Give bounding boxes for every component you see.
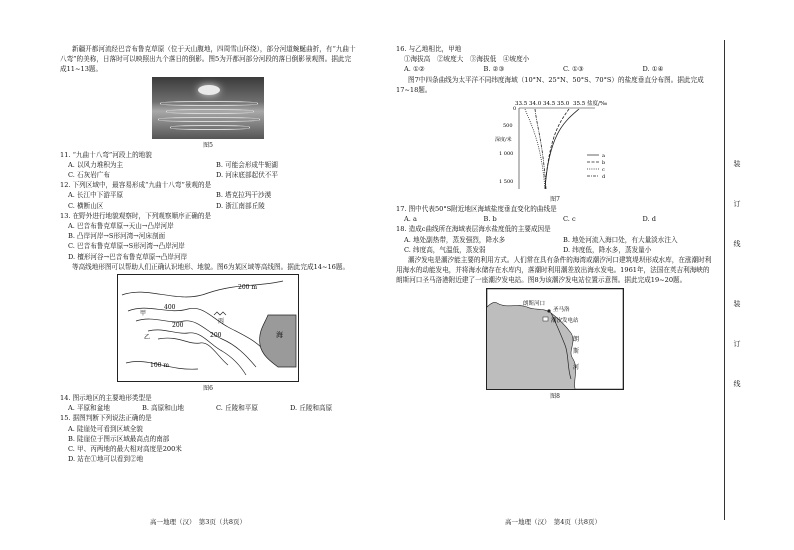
option-b[interactable]: B. 高原和山地 bbox=[142, 404, 185, 413]
option-c[interactable]: C. 巴音布鲁克草原→S形河湾→凸岸河岸 bbox=[68, 242, 185, 251]
sea-label: 海 bbox=[276, 331, 283, 340]
binding-char: 订 bbox=[733, 340, 741, 348]
option-a[interactable]: A. a bbox=[404, 215, 417, 224]
passage-intro-19-20: 潮汐发电是潮汐能主要的利用方式。人们常在具有条件的海湾或潮汐河口建筑堤坝形成水库，在涨潮时利用海水的动能发电，并将海水储存在水库内，落潮时利用潮差放出海水发电。1961年，法国在英吉利海峡的朗斯河口圣马洛港附近建了一座潮汐发电站。图8为该潮汐发电站位置示意图。据此完成19~20题。 bbox=[396, 256, 712, 285]
option-b[interactable]: B. 陡崖位于图示区域最高点的南部 bbox=[68, 434, 170, 443]
location-map-svg bbox=[487, 289, 623, 389]
option-d[interactable]: D. 站在①地可以看到②地 bbox=[68, 455, 144, 464]
question-12-options bbox=[60, 190, 356, 210]
contour-label: 200 bbox=[172, 322, 184, 330]
option-d[interactable]: D. 河床底部起伏不平 bbox=[216, 171, 278, 180]
river-label: 朗 bbox=[573, 335, 580, 343]
question-13-stem: 13. 在野外进行地貌观察时，下列观察顺序正确的是 bbox=[60, 211, 212, 220]
binding-char: 线 bbox=[733, 380, 741, 388]
x-tick: 35.0 bbox=[557, 101, 570, 108]
contour-map-svg bbox=[118, 275, 298, 381]
river-meander bbox=[158, 117, 260, 122]
y-tick: 500 bbox=[503, 123, 513, 130]
station-marker bbox=[543, 317, 548, 321]
option-b[interactable]: B. 塔克拉玛干沙漠 bbox=[216, 191, 272, 200]
binding-char: 订 bbox=[733, 200, 741, 208]
binding-line bbox=[724, 40, 725, 520]
option-c[interactable]: C. 横断山区 bbox=[68, 201, 104, 210]
y-tick: 1 000 bbox=[499, 151, 514, 158]
river-label: 斯 bbox=[573, 347, 580, 355]
option-d[interactable]: D. ①④ bbox=[642, 65, 664, 74]
question-18-options bbox=[396, 235, 714, 255]
option-a[interactable]: A. 以风力堆积为主 bbox=[68, 160, 124, 169]
x-tick: 34.5 bbox=[543, 101, 556, 108]
passage-intro-17-18: 图7中四条曲线为太平洋不同纬度海域（10°N、25°N、50°S、70°S）的盐度垂直分布图。据此完成17~18题。 bbox=[396, 75, 704, 94]
contour-label: 100 m bbox=[150, 362, 170, 370]
figure-6-contour-map bbox=[117, 274, 299, 382]
contour-label: 200 m bbox=[238, 284, 258, 292]
figure-6-caption: 图6 bbox=[203, 385, 213, 393]
curve-b bbox=[545, 109, 569, 189]
question-16-choices: ①海拔高 ②坡度大 ③海拔低 ④坡度小 bbox=[404, 55, 530, 64]
point-bing-label: 丙 bbox=[218, 318, 225, 326]
question-15-stem: 15. 据图判断下列说法正确的是 bbox=[60, 414, 152, 423]
salinity-chart-svg bbox=[495, 97, 615, 193]
question-17-options bbox=[396, 214, 714, 224]
figure-8-caption: 图8 bbox=[550, 392, 560, 400]
passage-intro-14-16: 等高线地形图可以帮助人们正确认识地形、地貌。图6为某区域等高线图。据此完成14~16题。 bbox=[72, 262, 350, 271]
question-11-stem: 11. “九曲十八弯”河段上的地貌 bbox=[60, 150, 152, 159]
station-label: 潮汐发电站 bbox=[551, 317, 579, 324]
question-17-stem: 17. 图中代表50°S附近地区海域盐度垂直变化的曲线是 bbox=[396, 205, 557, 214]
option-d[interactable]: D. 檀形河谷→巴音布鲁克草原→凸岸河岸 bbox=[68, 252, 188, 261]
option-d[interactable]: D. 浙江南部丘陵 bbox=[216, 201, 265, 210]
option-d[interactable]: D. 丘陵和高原 bbox=[290, 404, 333, 413]
question-14-stem: 14. 图示地区的主要地形类型是 bbox=[60, 394, 152, 403]
option-b[interactable]: B. 地处河流入海口处，有大量淡水注入 bbox=[563, 235, 678, 244]
x-tick: 33.5 bbox=[515, 101, 528, 108]
legend-a: a bbox=[602, 153, 605, 160]
port-marker bbox=[547, 309, 550, 312]
figure-7-salinity-chart bbox=[495, 97, 615, 193]
binding-char: 装 bbox=[733, 300, 741, 308]
y-tick: 0 bbox=[513, 106, 517, 113]
question-16-stem: 16. 与乙地相比，甲地 bbox=[396, 45, 462, 53]
option-b[interactable]: B. ②③ bbox=[483, 65, 505, 74]
x-axis-title: 盐度/‰ bbox=[587, 101, 608, 108]
question-16-options bbox=[396, 64, 714, 74]
question-11-options bbox=[60, 160, 356, 180]
point-jia-label: 甲 bbox=[140, 310, 147, 318]
left-column bbox=[60, 44, 356, 464]
option-c[interactable]: C. 石灰岩广布 bbox=[68, 171, 110, 180]
option-c[interactable]: C. 甲、丙两地的最大相对高度是200米 bbox=[68, 445, 182, 454]
point-yi-label: 乙 bbox=[144, 334, 151, 342]
figure-5-caption: 图5 bbox=[203, 141, 213, 149]
option-d[interactable]: D. d bbox=[642, 215, 656, 224]
option-a[interactable]: A. 陡崖处可看到区域全貌 bbox=[68, 424, 143, 433]
passage-intro-11-13: 新疆开都河流经巴音布鲁克草原（位于天山腹地，四周雪山环绕），部分河道蜿蜒曲折，有“九曲十八弯”的美称，日落时可以映照出九个落日的倒影。图5为开都河部分河段的落日倒影景观图。据此完成11~13题。 bbox=[60, 45, 356, 74]
estuary-label: 朗斯河口 bbox=[523, 300, 546, 307]
option-a[interactable]: A. ①② bbox=[404, 65, 425, 74]
figure-7-caption: 图7 bbox=[550, 196, 560, 204]
curve-a bbox=[545, 109, 579, 189]
page-footer-right: 高一地理（汉） 第4页（共8页） bbox=[505, 518, 602, 526]
contour-label: 200 bbox=[210, 332, 222, 340]
contour-label: 400 bbox=[164, 304, 176, 312]
sunset-reflection bbox=[198, 85, 220, 95]
legend-d: d bbox=[602, 174, 606, 181]
option-b[interactable]: B. 凸岸河岸→S形河湾→河床剖面 bbox=[68, 232, 166, 241]
option-c[interactable]: C. 丘陵和平原 bbox=[216, 404, 258, 413]
port-label: 圣马洛 bbox=[553, 306, 570, 313]
y-tick: 1 500 bbox=[499, 179, 514, 186]
curve-d bbox=[535, 109, 546, 189]
binding-char: 装 bbox=[733, 160, 741, 168]
option-c[interactable]: C. 纬度高，气温低，蒸发弱 bbox=[404, 245, 486, 254]
option-c[interactable]: C. c bbox=[563, 215, 576, 224]
binding-char: 线 bbox=[733, 240, 741, 248]
figure-8-location-map bbox=[486, 288, 624, 390]
legend-b: b bbox=[602, 160, 606, 167]
figure-5-photo bbox=[152, 77, 264, 139]
question-12-stem: 12. 下列区域中，最容易形成“九曲十八弯”景观的是 bbox=[60, 181, 212, 190]
option-d[interactable]: D. 纬度低，降水多，蒸发量小 bbox=[563, 245, 652, 254]
y-axis-title: 深度/米 bbox=[495, 137, 512, 144]
option-c[interactable]: C. ①③ bbox=[563, 65, 584, 74]
option-a[interactable]: A. 地处副热带，蒸发强烈，降水多 bbox=[404, 235, 506, 244]
right-column bbox=[396, 44, 714, 401]
page-footer-left: 高一地理（汉） 第3页（共8页） bbox=[150, 518, 247, 526]
question-18-stem: 18. 造成c曲线所在海域表层海水盐度低的主要成因是 bbox=[396, 225, 551, 234]
x-tick: 35.5 bbox=[573, 101, 586, 108]
option-a[interactable]: A. 巴音布鲁克草原→天山→凸岸河岸 bbox=[68, 222, 174, 231]
option-b[interactable]: B. b bbox=[483, 215, 497, 224]
option-a[interactable]: A. 长江中下游平原 bbox=[68, 191, 124, 200]
option-b[interactable]: B. 可能会形成牛轭湖 bbox=[216, 160, 278, 169]
legend-c: c bbox=[602, 167, 605, 174]
river-meander bbox=[170, 125, 250, 130]
river-meander bbox=[166, 109, 254, 114]
x-tick: 34.0 bbox=[529, 101, 542, 108]
river-label: 河 bbox=[573, 363, 580, 371]
option-a[interactable]: A. 平原和盆地 bbox=[68, 404, 110, 413]
river-meander bbox=[160, 101, 258, 106]
question-14-options bbox=[60, 403, 356, 413]
